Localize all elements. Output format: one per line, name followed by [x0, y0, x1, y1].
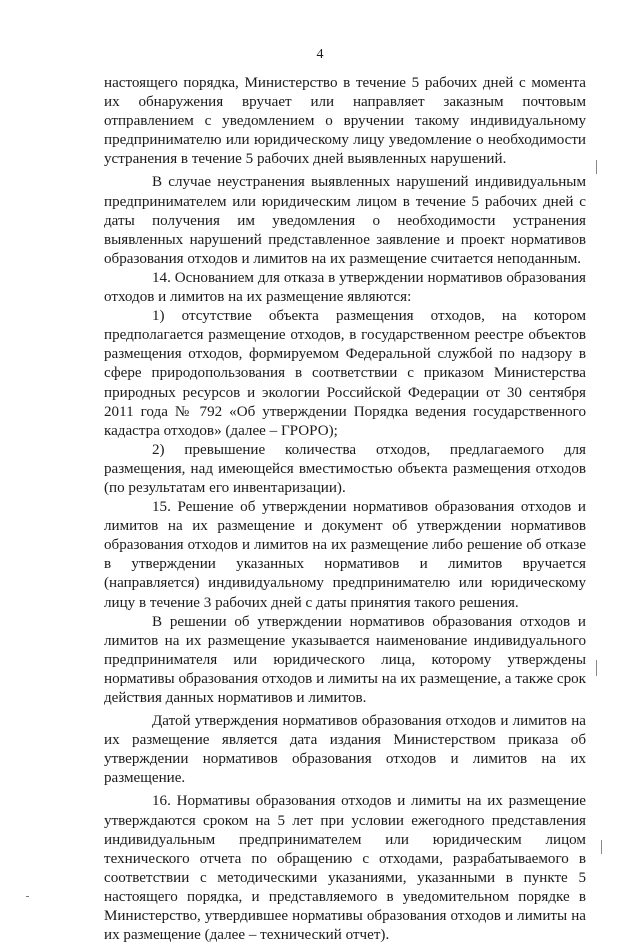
- document-body: [104, 74, 586, 945]
- paragraph-continuation: настоящего порядка, Министерство в течение 5 рабочих дней с момента их обнаружения вручает или направляет заказным почтовым отправлением с уведомлением о вручении такому индивидуальному предпринимателю или юридическому лицу уведомление о необходимости устранения в течение 5 рабочих дней выявленных нарушений.: [104, 75, 586, 168]
- paragraph-item-14-1: 1) отсутствие объекта размещения отходов, на котором предполагается размещение отходов, в государственном реестре объектов размещения отходов, формируемом Федеральной службой по надзору в сфере природопользования в соответствии с приказом Министерства природных ресурсов и экологии Российской Федерации от 30 сентября 2011 года № 792 «Об утверждении Порядка ведения государственного кадастра отходов» (далее – ГРОРО);: [104, 308, 586, 439]
- scan-margin-mark: [596, 160, 597, 174]
- paragraph-nonremedy: В случае неустранения выявленных нарушений индивидуальным предпринимателем или юридическим лицом в течение 5 рабочих дней с даты получения им уведомления о необходимости устранения выявленных нарушений представленное заявление и проект нормативов образования отходов и лимитов на их размещение считается неподанным.: [104, 174, 586, 267]
- paragraph-item-14: 14. Основанием для отказа в утверждении нормативов образования отходов и лимитов на их размещение являются:: [104, 269, 586, 306]
- paragraph-decision-content: В решении об утверждении нормативов образования отходов и лимитов на их размещение указывается наименование индивидуального предпринимателя или юридического лица, которому утверждены нормативы образования отходов и лимиты на их размещение, а также срок действия данных нормативов и лимитов.: [104, 613, 586, 706]
- scan-margin-mark: [596, 660, 597, 676]
- paragraph-item-16: 16. Нормативы образования отходов и лимиты на их размещение утверждаются сроком на 5 лет при условии ежегодного представления индивидуальным предпринимателем или юридическим лицом технического отчета по обращению с отходами, разрабатываемого в соответствии с методическими указаниями, указанными в пункте 5 настоящего порядка, и представляемого в уведомительном порядке в Министерство, утвердившее нормативы образования отходов и лимиты на их размещение (далее – технический отчет).: [104, 793, 586, 944]
- page-number: 4: [316, 47, 324, 62]
- paragraph-item-14-2: 2) превышение количества отходов, предлагаемого для размещения, над имеющейся вместимостью объекта размещения отходов (по результатам его инвентаризации).: [104, 441, 586, 496]
- scan-margin-mark: [601, 840, 602, 854]
- scan-margin-dot: [26, 896, 29, 897]
- paragraph-item-15: 15. Решение об утверждении нормативов образования отходов и лимитов на их размещение и документ об утверждении нормативов образования отходов и лимитов на их размещение либо решение об отказе в утверждении указанных нормативов и лимитов вручается (направляется) индивидуальному предпринимателю или юридическому лицу в течение 3 рабочих дней с даты принятия такого решения.: [104, 499, 586, 611]
- paragraph-approval-date: Датой утверждения нормативов образования отходов и лимитов на их размещение является дата издания Министерством приказа об утверждении нормативов образования отходов и лимитов на их размещение.: [104, 713, 586, 787]
